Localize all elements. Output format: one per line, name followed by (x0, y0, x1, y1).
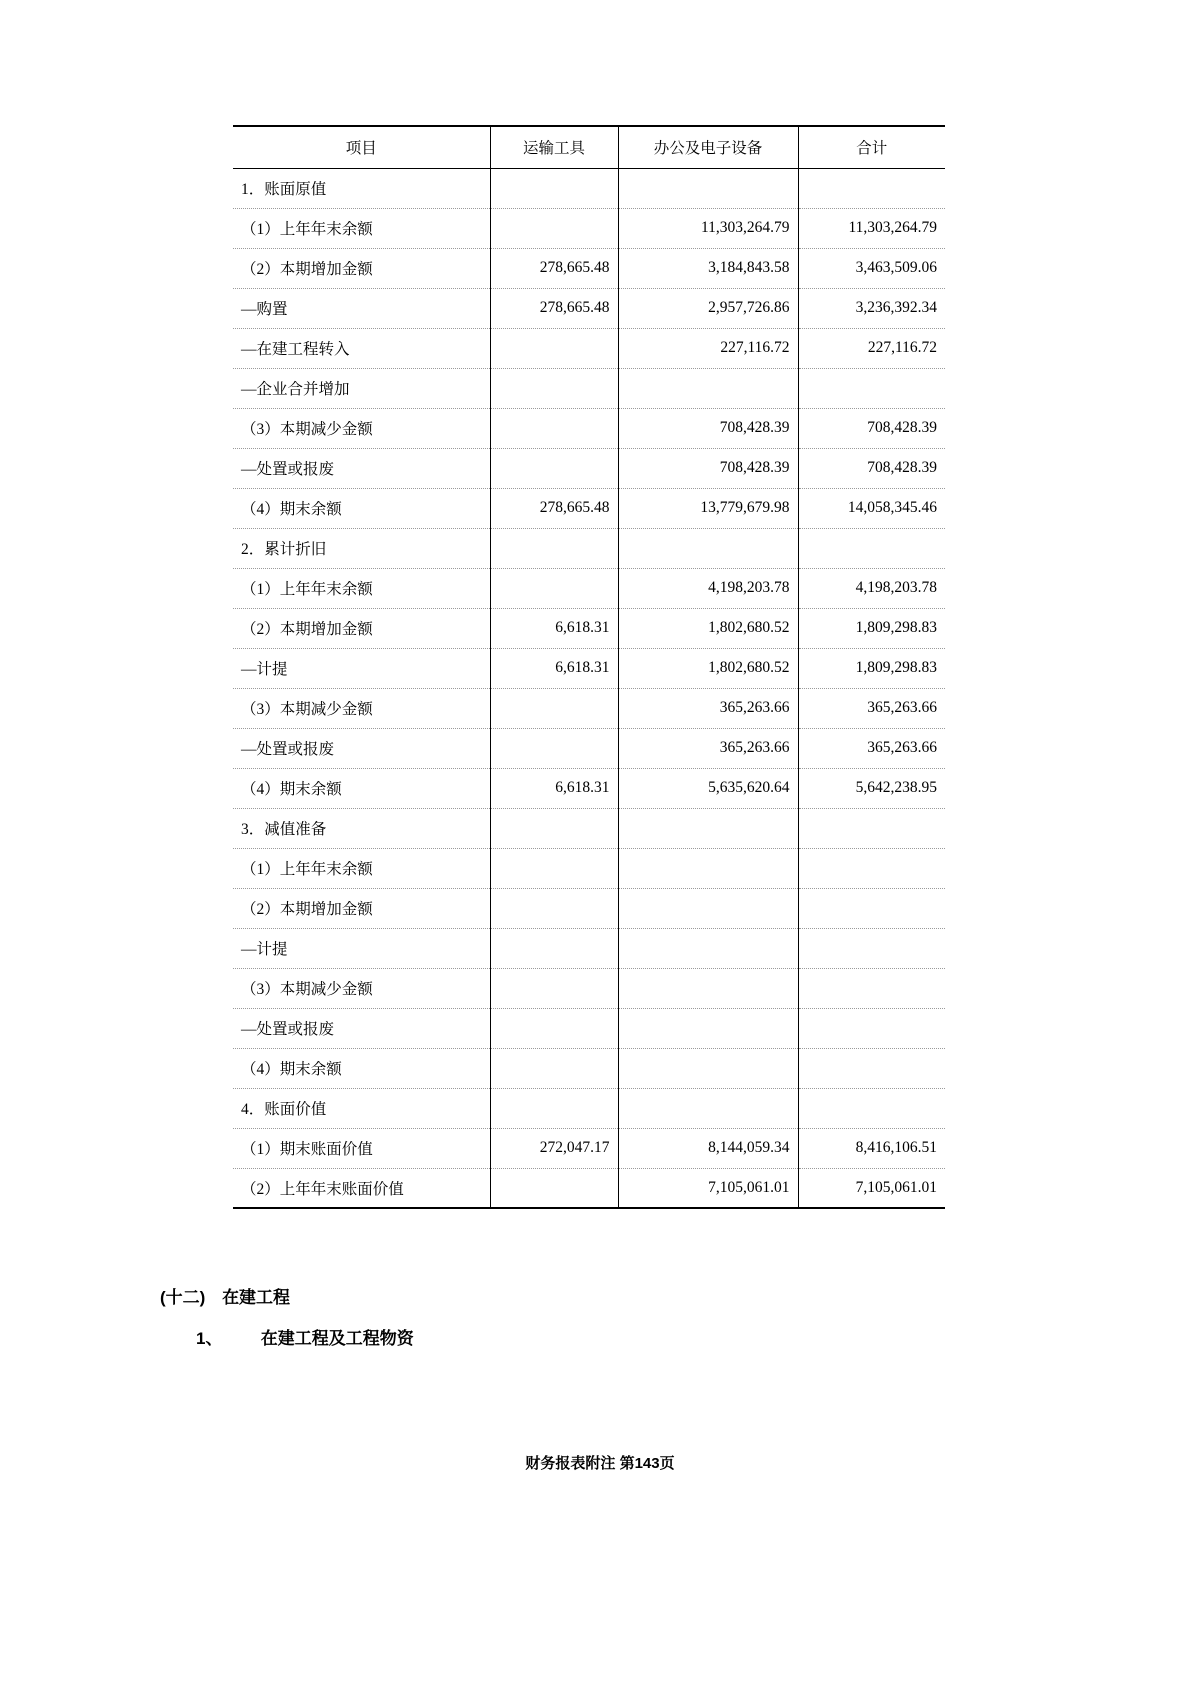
row-label: （1）上年年末余额 (233, 848, 490, 888)
row-value (798, 888, 945, 928)
table-header-cell: 项目 (233, 126, 490, 168)
row-value (490, 928, 618, 968)
row-value: 278,665.48 (490, 288, 618, 328)
row-value: 13,779,679.98 (618, 488, 798, 528)
row-value (490, 568, 618, 608)
row-label: （2）本期增加金额 (233, 608, 490, 648)
row-value: 1,809,298.83 (798, 608, 945, 648)
table-row (233, 808, 945, 848)
row-value (490, 168, 618, 208)
row-label: （2）本期增加金额 (233, 248, 490, 288)
row-value (618, 168, 798, 208)
row-value (618, 528, 798, 568)
row-value: 365,263.66 (798, 688, 945, 728)
row-label: —企业合并增加 (233, 368, 490, 408)
section-number: (十二) (160, 1288, 206, 1307)
table-row (233, 1128, 945, 1168)
table-row (233, 408, 945, 448)
table-body (233, 126, 945, 1208)
row-label: 3．减值准备 (233, 808, 490, 848)
footer-text: 财务报表附注 (525, 1455, 616, 1472)
row-value (618, 928, 798, 968)
row-value: 708,428.39 (618, 408, 798, 448)
table-row (233, 208, 945, 248)
row-label: 1．账面原值 (233, 168, 490, 208)
row-value (618, 848, 798, 888)
row-value: 14,058,345.46 (798, 488, 945, 528)
row-label: —计提 (233, 928, 490, 968)
fixed-assets-table-container (233, 125, 945, 1209)
row-value: 7,105,061.01 (798, 1168, 945, 1208)
row-label: —计提 (233, 648, 490, 688)
row-value: 278,665.48 (490, 488, 618, 528)
row-value: 4,198,203.78 (798, 568, 945, 608)
row-value: 8,416,106.51 (798, 1128, 945, 1168)
table-row (233, 1008, 945, 1048)
row-label: （2）上年年末账面价值 (233, 1168, 490, 1208)
row-label: 2．累计折旧 (233, 528, 490, 568)
row-value (618, 1088, 798, 1128)
table-row (233, 888, 945, 928)
row-value (798, 848, 945, 888)
row-value: 365,263.66 (618, 688, 798, 728)
row-label: （1）期末账面价值 (233, 1128, 490, 1168)
row-value (490, 968, 618, 1008)
subsection-number: 1、 (196, 1329, 223, 1348)
row-value (490, 848, 618, 888)
table-header-cell: 运输工具 (490, 126, 618, 168)
row-label: （4）期末余额 (233, 488, 490, 528)
row-value: 708,428.39 (618, 448, 798, 488)
section-heading-twelve (160, 1283, 290, 1308)
row-value (798, 368, 945, 408)
row-label: （3）本期减少金额 (233, 688, 490, 728)
table-row (233, 448, 945, 488)
row-value (490, 1008, 618, 1048)
row-value: 6,618.31 (490, 768, 618, 808)
row-value (490, 728, 618, 768)
row-value (618, 888, 798, 928)
row-label: —处置或报废 (233, 1008, 490, 1048)
table-header-cell: 办公及电子设备 (618, 126, 798, 168)
row-value: 365,263.66 (798, 728, 945, 768)
subsection-heading-one (196, 1324, 414, 1349)
row-value: 7,105,061.01 (618, 1168, 798, 1208)
table-row (233, 1048, 945, 1088)
table-row (233, 968, 945, 1008)
row-value (798, 1048, 945, 1088)
table-row (233, 328, 945, 368)
row-value (490, 1168, 618, 1208)
row-value: 272,047.17 (490, 1128, 618, 1168)
row-value (798, 528, 945, 568)
row-value: 1,802,680.52 (618, 648, 798, 688)
row-value (490, 328, 618, 368)
row-value: 3,236,392.34 (798, 288, 945, 328)
row-value: 708,428.39 (798, 408, 945, 448)
row-value (798, 968, 945, 1008)
row-label: —在建工程转入 (233, 328, 490, 368)
row-value: 2,957,726.86 (618, 288, 798, 328)
table-row (233, 1168, 945, 1208)
row-label: （1）上年年末余额 (233, 568, 490, 608)
row-value: 6,618.31 (490, 608, 618, 648)
row-value: 227,116.72 (618, 328, 798, 368)
table-header-cell: 合计 (798, 126, 945, 168)
row-value (490, 528, 618, 568)
row-value (798, 1008, 945, 1048)
row-value (490, 368, 618, 408)
row-value: 6,618.31 (490, 648, 618, 688)
table-row (233, 288, 945, 328)
row-label: （4）期末余额 (233, 768, 490, 808)
row-value (490, 408, 618, 448)
row-value (798, 808, 945, 848)
row-value (618, 808, 798, 848)
row-value: 8,144,059.34 (618, 1128, 798, 1168)
row-value: 3,463,509.06 (798, 248, 945, 288)
table-row (233, 688, 945, 728)
row-value (798, 928, 945, 968)
page-footer (0, 1452, 1200, 1473)
row-value (490, 888, 618, 928)
row-value: 1,809,298.83 (798, 648, 945, 688)
table-row (233, 568, 945, 608)
row-value: 11,303,264.79 (618, 208, 798, 248)
table-row (233, 488, 945, 528)
row-label: （3）本期减少金额 (233, 968, 490, 1008)
row-value: 278,665.48 (490, 248, 618, 288)
table-row (233, 648, 945, 688)
row-value: 4,198,203.78 (618, 568, 798, 608)
table-row (233, 928, 945, 968)
row-value (490, 1088, 618, 1128)
table-row (233, 368, 945, 408)
table-row (233, 248, 945, 288)
row-value (490, 448, 618, 488)
table-header-row (233, 126, 945, 168)
row-value (490, 208, 618, 248)
table-row (233, 528, 945, 568)
row-value (618, 968, 798, 1008)
row-label: （1）上年年末余额 (233, 208, 490, 248)
fixed-assets-table (233, 125, 945, 1209)
row-value (618, 1008, 798, 1048)
row-value: 5,635,620.64 (618, 768, 798, 808)
row-value: 11,303,264.79 (798, 208, 945, 248)
row-value (490, 688, 618, 728)
table-row (233, 1088, 945, 1128)
row-value (618, 368, 798, 408)
section-title: 在建工程 (222, 1288, 291, 1307)
row-value: 5,642,238.95 (798, 768, 945, 808)
row-label: —处置或报废 (233, 728, 490, 768)
row-value: 3,184,843.58 (618, 248, 798, 288)
row-label: （4）期末余额 (233, 1048, 490, 1088)
row-label: （2）本期增加金额 (233, 888, 490, 928)
row-value: 365,263.66 (618, 728, 798, 768)
row-value: 1,802,680.52 (618, 608, 798, 648)
table-row (233, 168, 945, 208)
table-row (233, 848, 945, 888)
row-value (618, 1048, 798, 1088)
table-row (233, 768, 945, 808)
row-value: 708,428.39 (798, 448, 945, 488)
row-value (490, 1048, 618, 1088)
row-label: —处置或报废 (233, 448, 490, 488)
row-value (798, 168, 945, 208)
table-row (233, 728, 945, 768)
row-label: （3）本期减少金额 (233, 408, 490, 448)
footer-page-number: 第143页 (619, 1455, 675, 1472)
row-label: 4．账面价值 (233, 1088, 490, 1128)
table-row (233, 608, 945, 648)
row-value (490, 808, 618, 848)
subsection-title: 在建工程及工程物资 (260, 1329, 414, 1348)
row-label: —购置 (233, 288, 490, 328)
row-value: 227,116.72 (798, 328, 945, 368)
row-value (798, 1088, 945, 1128)
